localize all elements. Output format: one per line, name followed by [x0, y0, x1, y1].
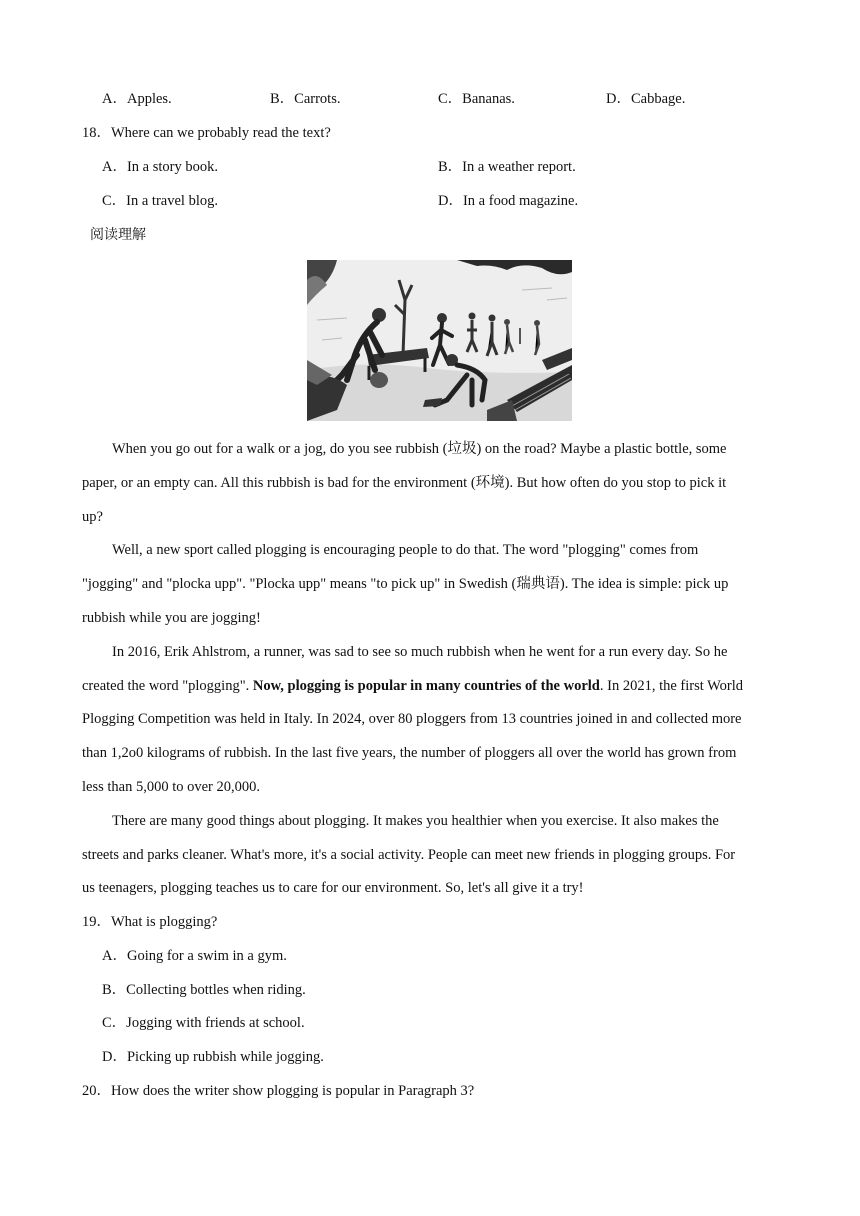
q19-question: 19．What is plogging? — [82, 914, 218, 930]
q18-question: 18．Where can we probably read the text? — [82, 125, 331, 141]
passage-p3-line1: In 2016, Erik Ahlstrom, a runner, was sad to see so much rubbish when he went for a run every day. So he — [112, 644, 728, 660]
q17-option-d[interactable]: D．Cabbage. — [606, 91, 686, 107]
passage-p1-line2: paper, or an empty can. All this rubbish is bad for the environment (环境). But how often do you stop to pick it — [82, 475, 727, 491]
passage-p3-line5: less than 5,000 to over 20,000. — [82, 779, 261, 795]
q17-option-a[interactable]: A．Apples. — [102, 91, 172, 107]
q18-option-c[interactable]: C．In a travel blog. — [102, 193, 218, 209]
passage-p1-line1: When you go out for a walk or a jog, do you see rubbish (垃圾) on the road? Maybe a plastic bottle, some — [112, 441, 727, 457]
passage-p4-line3: us teenagers, plogging teaches us to care for our environment. So, let's all give it a try! — [82, 880, 584, 896]
q17-option-c[interactable]: C．Bananas. — [438, 91, 515, 107]
q19-option-c[interactable]: C．Jogging with friends at school. — [102, 1015, 305, 1031]
q19-option-d[interactable]: D．Picking up rubbish while jogging. — [102, 1049, 324, 1065]
passage-p3-line4: than 1,2o0 kilograms of rubbish. In the last five years, the number of ploggers all over the world has grown from — [82, 745, 737, 761]
passage-p1-line3: up? — [82, 509, 103, 525]
section-title: 阅读理解 — [90, 227, 146, 243]
q18-option-a[interactable]: A．In a story book. — [102, 159, 218, 175]
passage-p4-line1: There are many good things about plogging. It makes you healthier when you exercise. It also makes the — [112, 813, 719, 829]
passage-p3-line3: Plogging Competition was held in Italy. In 2024, over 80 ploggers from 13 countries joined in and collected more — [82, 711, 742, 727]
passage-p3-key-sentence: Now, plogging is popular in many countries of the world — [252, 678, 600, 694]
passage-p2-line2: "jogging" and "plocka upp". "Plocka upp" means "to pick up" in Swedish (瑞典语). The idea is simple: pick up — [82, 576, 729, 592]
q18-option-d[interactable]: D．In a food magazine. — [438, 193, 579, 209]
q18-option-b[interactable]: B．In a weather report. — [438, 159, 576, 175]
q17-option-b[interactable]: B．Carrots. — [270, 91, 341, 107]
plogging-illustration — [307, 260, 572, 421]
passage-p2-line3: rubbish while you are jogging! — [82, 610, 261, 626]
passage-p3-line2-end: . In 2021, the first World — [599, 678, 744, 694]
q19-option-a[interactable]: A．Going for a swim in a gym. — [102, 948, 287, 964]
passage-p3-line2 — [82, 676, 743, 696]
passage-p4-line2: streets and parks cleaner. What's more, it's a social activity. People can meet new friends in plogging groups. For — [82, 847, 736, 863]
passage-p3-line2-start: created the word "plogging". — [82, 678, 253, 694]
q20-question: 20．How does the writer show plogging is popular in Paragraph 3? — [82, 1083, 475, 1099]
q19-option-b[interactable]: B．Collecting bottles when riding. — [102, 982, 306, 998]
passage-p2-line1: Well, a new sport called plogging is encouraging people to do that. The word "plogging" comes from — [112, 542, 699, 558]
